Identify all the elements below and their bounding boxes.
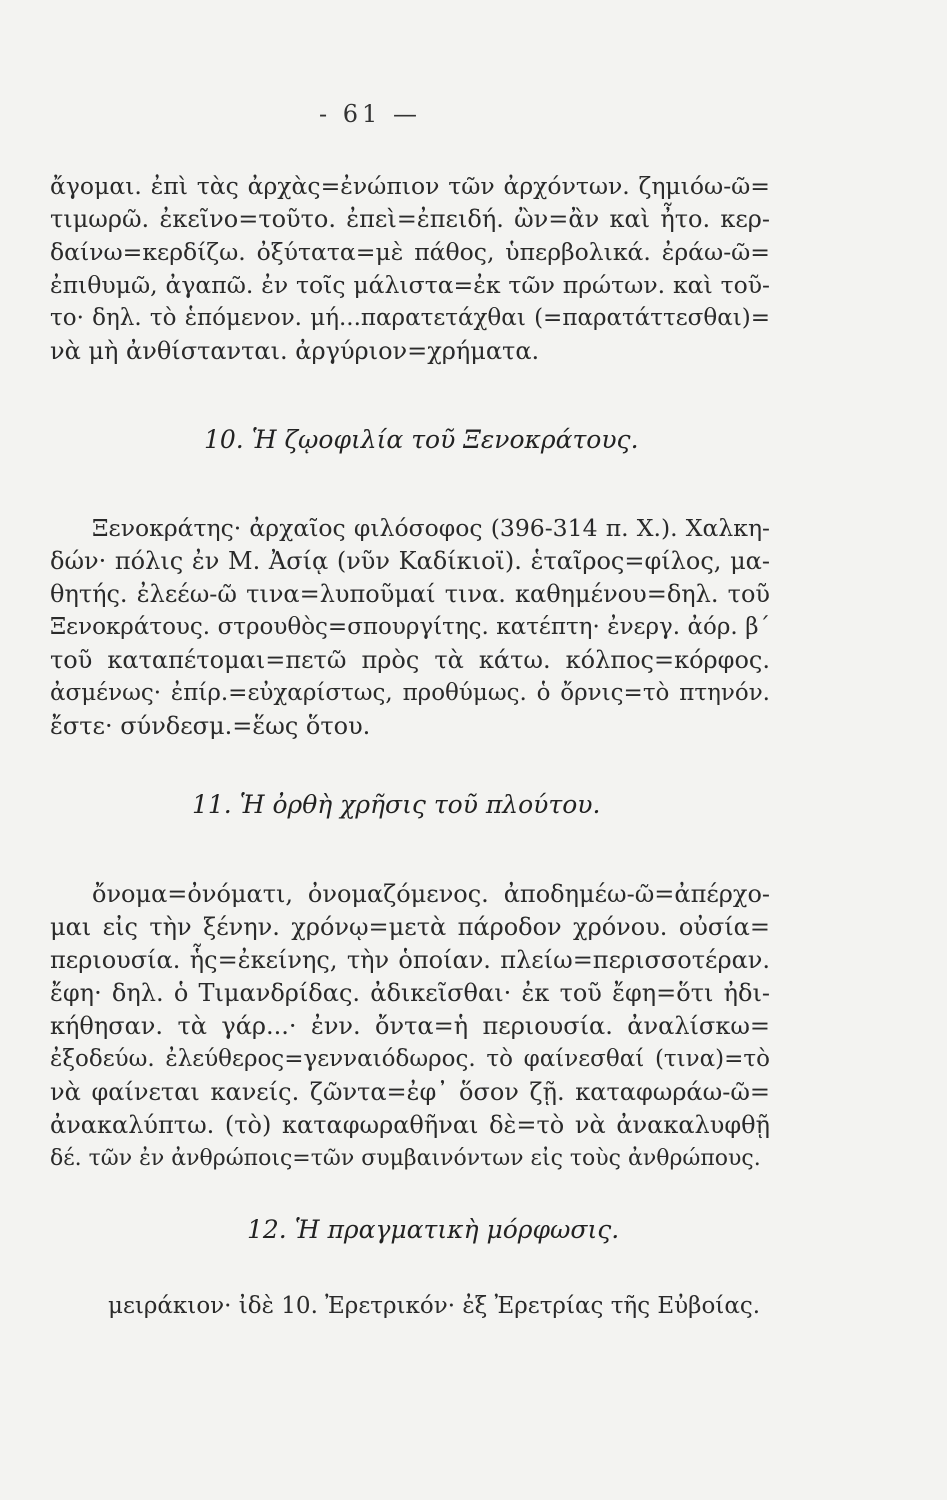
text-line: ἀσμένως· ἐπίρ.=εὐχαρίστως, προθύμως. ὁ ὄρνις=τὸ πτηνόν.	[50, 680, 770, 706]
glossary-block-11	[50, 878, 770, 1175]
text-line: κήθησαν. τὰ γάρ...· ἐνν. ὄντα=ἡ περιουσία. ἀναλίσκω=	[50, 1012, 770, 1040]
page-number: - 61 —	[319, 100, 421, 128]
text-line: ἀνακαλύπτω. (τὸ) καταφωραθῆναι δὲ=τὸ νὰ ἀνακαλυφθῇ	[50, 1111, 770, 1139]
text-line: Ξενοκράτης· ἀρχαῖος φιλόσοφος (396-314 π. Χ.). Χαλκη-	[92, 514, 770, 542]
text-line: δαίνω=κερδίζω. ὀξύτατα=μὲ πάθος, ὑπερβολικά. ἐράω-ῶ=	[50, 238, 770, 266]
section-heading-11: 11. Ἡ ὀρθὴ χρῆσις τοῦ πλούτου.	[192, 790, 601, 819]
glossary-block-12	[50, 1290, 770, 1323]
glossary-block-10	[50, 512, 770, 743]
section-heading-10: 10. Ἡ ζῳοφιλία τοῦ Ξενοκράτους.	[204, 425, 639, 454]
text-line: τιμωρῶ. ἐκεῖνο=τοῦτο. ἐπεὶ=ἐπειδή. ὢν=ἂν καὶ ἦτο. κερ-	[50, 205, 770, 233]
text-line: ἐπιθυμῶ, ἀγαπῶ. ἐν τοῖς μάλιστα=ἐκ τῶν πρώτων. καὶ τοῦ-	[50, 271, 770, 299]
text-line: ἔφη· δηλ. ὁ Τιμανδρίδας. ἀδικεῖσθαι· ἐκ τοῦ ἔφη=ὅτι ἠδι-	[50, 979, 770, 1007]
text-line: θητής. ἐλεέω-ῶ τινα=λυποῦμαί τινα. καθημένου=δηλ. τοῦ	[50, 580, 770, 608]
text-line: ἐξοδεύω. ἐλεύθερος=γενναιόδωρος. τὸ φαίνεσθαί (τινα)=τὸ	[50, 1046, 770, 1072]
text-line: δών· πόλις ἐν Μ. Ἀσίᾳ (νῦν Καδίκιοϊ). ἑταῖρος=φίλος, μα-	[50, 547, 770, 575]
text-line: ὄνομα=ὀνόματι, ὀνομαζόμενος. ἀποδημέω-ῶ=ἀπέρχο-	[92, 880, 770, 908]
text-line: μειράκιον· ἰδὲ 10. Ἐρετρικόν· ἐξ Ἐρετρίας τῆς Εὐβοίας.	[108, 1293, 761, 1319]
section-heading-12: 12. Ἡ πραγματικὴ μόρφωσις.	[247, 1215, 620, 1244]
glossary-block-9	[50, 170, 770, 368]
text-line: μαι εἰς τὴν ξένην. χρόνῳ=μετὰ πάροδον χρόνου. οὐσία=	[50, 913, 770, 941]
text-line: τοῦ καταπέτομαι=πετῶ πρὸς τὰ κάτω. κόλπος=κόρφος.	[50, 646, 770, 674]
text-line: ἄγομαι. ἐπὶ τὰς ἀρχὰς=ἐνώπιον τῶν ἀρχόντων. ζημιόω-ῶ=	[50, 172, 770, 200]
text-line: ἔστε· σύνδεσμ.=ἕως ὅτου.	[50, 712, 371, 740]
text-line: νὰ μὴ ἀνθίστανται. ἀργύριον=χρήματα.	[50, 337, 540, 365]
text-line: το· δηλ. τὸ ἑπόμενον. μή...παρατετάχθαι (=παρατάττεσθαι)=	[50, 305, 770, 331]
text-line: δέ. τῶν ἐν ἀνθρώποις=τῶν συμβαινόντων εἰς τοὺς ἀνθρώπους.	[50, 1146, 761, 1171]
text-line: Ξενοκράτους. στρουθὸς=σπουργίτης. κατέπτη· ἐνεργ. ἀόρ. β΄	[50, 614, 770, 640]
text-line: περιουσία. ἧς=ἐκείνης, τὴν ὁποίαν. πλείω=περισσοτέραν.	[50, 946, 770, 974]
text-line: νὰ φαίνεται κανείς. ζῶντα=ἐφ᾽ ὅσον ζῇ. καταφωράω-ῶ=	[50, 1078, 770, 1106]
